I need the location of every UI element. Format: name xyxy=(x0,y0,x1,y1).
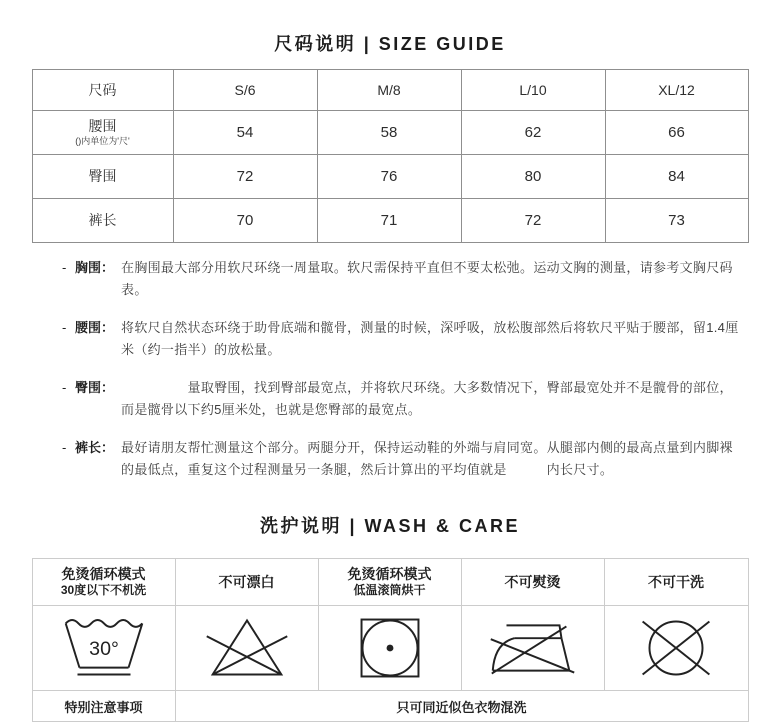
note-text: 将软尺自然状态环绕于助骨底端和髋骨，测量的时候，深呼吸，放松腹部然后将软尺平贴于腰部，留1.4厘米（约一指半）的放松量。 xyxy=(121,320,739,357)
note-text: 量取臀围，找到臀部最宽点，并将软尺环绕。大多数情况下，臀部最宽处并不是髋骨的部位，而是髋骨以下约5厘米处，也就是您臀部的最宽点。 xyxy=(121,380,733,417)
size-col-header: M/8 xyxy=(317,70,461,111)
wash-care-footer-row xyxy=(32,691,748,722)
do-not-bleach-icon xyxy=(193,613,301,683)
note-dash: - xyxy=(62,260,67,275)
do-not-dry-clean-icon xyxy=(622,613,730,683)
wash-label-line1: 不可漂白 xyxy=(218,573,275,590)
wash-temp-label: 30° xyxy=(88,637,119,660)
wash-care-table xyxy=(32,558,749,722)
note-label: 胸围： xyxy=(75,260,115,275)
note-dash: - xyxy=(62,380,67,395)
table-row-pants-length xyxy=(32,199,748,243)
wash-label-line1: 不可干洗 xyxy=(648,573,704,590)
size-value-cell: 70 xyxy=(173,199,317,243)
size-value-cell: 71 xyxy=(317,199,461,243)
size-col-header: XL/12 xyxy=(605,70,748,111)
no-iron-icon-cell xyxy=(461,606,604,691)
row-label-cell xyxy=(32,199,173,243)
wash-col-header xyxy=(175,559,318,606)
tumble-dry-low-icon-cell xyxy=(318,606,461,691)
special-note-label: 特别注意事项 xyxy=(32,691,175,722)
size-value-cell: 62 xyxy=(461,111,605,155)
note-chest xyxy=(62,257,746,301)
note-label: 臀围： xyxy=(75,380,115,395)
wash-label-line2: 30度以下不机洗 xyxy=(60,583,147,597)
wash-label-line1: 免烫循环模式 xyxy=(347,566,432,582)
table-row-waist xyxy=(32,111,748,155)
wash-care-title: 洗护说明 | WASH & CARE xyxy=(259,516,521,536)
size-table xyxy=(32,69,749,243)
size-value-cell: 76 xyxy=(317,155,461,199)
note-dash: - xyxy=(62,440,67,455)
size-value-cell: 73 xyxy=(605,199,748,243)
wash-label-line1: 不可熨烫 xyxy=(504,573,561,590)
machine-wash-30-icon xyxy=(50,613,158,683)
wash-col-header xyxy=(318,559,461,606)
note-text: 最好请朋友帮忙测量这个部分。两腿分开，保持运动鞋的外端与肩同宽。从腿部内侧的最高点量到内脚裸的最低点，重复这个过程测量另一条腿，然后计算出的平均值就是 内长尺寸。 xyxy=(121,440,733,477)
wash-label-line1: 免烫循环模式 xyxy=(61,566,146,582)
wash-care-icons-row xyxy=(32,606,748,691)
row-label: 腰围 xyxy=(88,118,117,134)
do-not-iron-icon xyxy=(479,613,587,683)
wash-col-header xyxy=(32,559,175,606)
row-label: 裤长 xyxy=(88,212,117,228)
measurement-notes xyxy=(62,257,746,481)
size-value-cell: 72 xyxy=(461,199,605,243)
size-value-cell: 80 xyxy=(461,155,605,199)
size-value-cell: 72 xyxy=(173,155,317,199)
table-row-hip xyxy=(32,155,748,199)
size-value-cell: 84 xyxy=(605,155,748,199)
note-pants-length xyxy=(62,437,746,481)
tumble-dry-low-icon xyxy=(336,613,444,683)
special-note-text: 只可同近似色衣物混洗 xyxy=(175,691,748,722)
size-col-header: S/6 xyxy=(173,70,317,111)
row-label: 臀围 xyxy=(88,168,117,184)
no-dry-clean-icon-cell xyxy=(604,606,748,691)
size-value-cell: 54 xyxy=(173,111,317,155)
wash-care-section xyxy=(0,497,780,722)
note-text: 在胸围最大部分用软尺环绕一周量取。软尺需保持平直但不要太松弛。运动文胸的测量，请参考文胸尺码表。 xyxy=(121,260,733,297)
note-waist xyxy=(62,317,746,361)
wash-label-line2: 低温滚筒烘干 xyxy=(353,583,426,597)
note-dash: - xyxy=(62,320,67,335)
row-sublabel: ()内单位为'尺' xyxy=(75,136,130,146)
note-label: 裤长： xyxy=(75,440,115,455)
row-label-cell xyxy=(32,155,173,199)
wash-30-icon-cell xyxy=(32,606,175,691)
note-label: 腰围： xyxy=(75,320,115,335)
row-label-cell xyxy=(32,111,173,155)
wash-care-header-row xyxy=(32,559,748,606)
note-hip xyxy=(62,377,746,421)
wash-col-header xyxy=(461,559,604,606)
no-bleach-icon-cell xyxy=(175,606,318,691)
size-value-cell: 66 xyxy=(605,111,748,155)
size-value-cell: 58 xyxy=(317,111,461,155)
wash-col-header xyxy=(604,559,748,606)
size-table-header-row xyxy=(32,70,748,111)
size-col-header: L/10 xyxy=(461,70,605,111)
size-col-header: 尺码 xyxy=(32,70,173,111)
size-guide-title: 尺码说明 | SIZE GUIDE xyxy=(274,34,506,54)
